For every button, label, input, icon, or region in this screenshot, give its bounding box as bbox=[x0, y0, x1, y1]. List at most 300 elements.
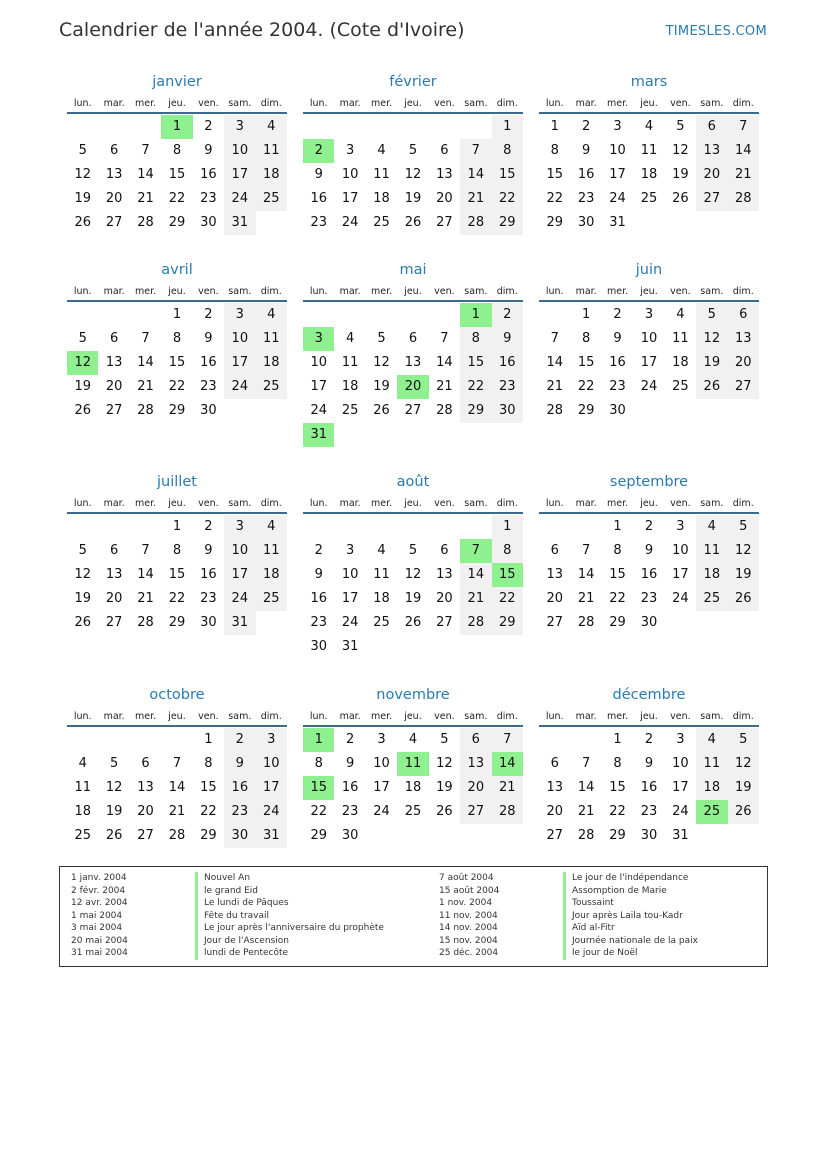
month-name: août bbox=[396, 474, 430, 490]
day-cell: 8 bbox=[460, 327, 491, 351]
day-cell: 30 bbox=[341, 828, 359, 843]
day-cell: 2 bbox=[492, 303, 523, 327]
holiday-name: Aïd al-Fitr bbox=[563, 922, 615, 935]
empty-cell bbox=[161, 728, 192, 752]
day-cell: 10 bbox=[224, 139, 255, 163]
day-cell: 18 bbox=[696, 563, 727, 587]
day-cell: 4 bbox=[644, 119, 654, 134]
weekday-label: sam. bbox=[700, 286, 724, 297]
holiday-date: 1 janv. 2004 bbox=[71, 873, 127, 883]
weekday-label: jeu. bbox=[404, 498, 422, 509]
day-cell: 15 bbox=[168, 567, 186, 582]
day-cell: 5 bbox=[109, 756, 119, 771]
day-cell: 10 bbox=[310, 355, 327, 370]
day-cell: 27 bbox=[105, 403, 123, 418]
day-cell: 23 bbox=[224, 800, 255, 824]
day-cell: 18 bbox=[404, 780, 422, 795]
holiday-date: 15 août 2004 bbox=[439, 885, 500, 896]
day-cell: 30 bbox=[640, 615, 658, 630]
day-cell: 11 bbox=[672, 331, 689, 346]
day-cell: 14 bbox=[577, 567, 595, 582]
day-cell: 23 bbox=[640, 591, 658, 606]
day-cell: 23 bbox=[200, 379, 217, 394]
day-grid bbox=[539, 303, 759, 423]
weekday-label: sam. bbox=[464, 98, 488, 109]
weekday-label: dim. bbox=[732, 98, 754, 109]
weekday-label: jeu. bbox=[640, 498, 658, 509]
day-cell: 20 bbox=[728, 351, 759, 375]
day-cell: 25 bbox=[74, 828, 91, 843]
month-name: septembre bbox=[609, 474, 689, 490]
day-cell: 1 bbox=[172, 519, 182, 534]
day-cell: 21 bbox=[492, 776, 523, 800]
empty-cell bbox=[130, 115, 161, 139]
holiday-day-cell: 1 bbox=[460, 303, 491, 327]
day-cell: 3 bbox=[345, 143, 355, 158]
day-cell: 18 bbox=[672, 355, 689, 370]
day-cell: 29 bbox=[546, 215, 563, 230]
empty-cell bbox=[67, 303, 98, 327]
weekday-label: mar. bbox=[339, 286, 361, 297]
weekday-label: mer. bbox=[606, 286, 629, 297]
month-6 bbox=[67, 472, 287, 635]
day-grid bbox=[67, 515, 287, 635]
empty-cell bbox=[397, 303, 428, 327]
day-cell: 26 bbox=[105, 828, 123, 843]
holiday-name: le jour de Noël bbox=[563, 947, 638, 960]
day-cell: 20 bbox=[546, 591, 563, 606]
day-cell: 24 bbox=[224, 375, 255, 399]
day-cell: 27 bbox=[546, 615, 563, 630]
weekday-label: jeu. bbox=[404, 286, 422, 297]
empty-cell bbox=[429, 303, 460, 327]
weekday-label: dim. bbox=[260, 498, 282, 509]
holiday-day-cell: 7 bbox=[460, 539, 491, 563]
day-cell: 7 bbox=[141, 543, 150, 558]
day-cell: 6 bbox=[109, 331, 119, 346]
empty-cell bbox=[429, 515, 460, 539]
day-cell: 26 bbox=[404, 615, 422, 630]
day-cell: 6 bbox=[109, 143, 119, 158]
weekday-header bbox=[539, 95, 759, 114]
holiday-name: Le jour de l'indépendance bbox=[563, 872, 688, 885]
day-cell: 10 bbox=[224, 539, 255, 563]
holiday-date: 20 mai 2004 bbox=[71, 935, 128, 946]
day-cell: 8 bbox=[550, 143, 559, 158]
empty-cell bbox=[98, 515, 129, 539]
day-cell: 23 bbox=[640, 804, 658, 819]
day-cell: 9 bbox=[644, 543, 654, 558]
day-cell: 8 bbox=[172, 143, 182, 158]
day-cell: 5 bbox=[408, 543, 418, 558]
day-cell: 28 bbox=[460, 211, 491, 235]
day-cell: 31 bbox=[672, 828, 689, 843]
day-cell: 22 bbox=[310, 804, 327, 819]
holiday-name: le grand Eid bbox=[195, 885, 258, 898]
day-cell: 10 bbox=[609, 143, 626, 158]
empty-cell bbox=[303, 115, 334, 139]
day-cell: 6 bbox=[460, 728, 491, 752]
holiday-day-cell: 3 bbox=[303, 327, 334, 351]
weekday-label: sam. bbox=[464, 711, 488, 722]
day-cell: 19 bbox=[404, 591, 422, 606]
weekday-label: mer. bbox=[134, 286, 157, 297]
day-cell: 26 bbox=[74, 615, 91, 630]
weekday-label: ven. bbox=[434, 711, 455, 722]
day-cell: 24 bbox=[310, 403, 327, 418]
month-name: décembre bbox=[612, 687, 686, 703]
weekday-header bbox=[303, 283, 523, 302]
day-cell: 9 bbox=[345, 756, 355, 771]
day-cell: 5 bbox=[78, 143, 87, 158]
day-cell: 7 bbox=[141, 331, 150, 346]
weekday-label: lun. bbox=[73, 98, 92, 109]
weekday-label: ven. bbox=[670, 711, 691, 722]
day-cell: 15 bbox=[609, 567, 626, 582]
day-cell: 28 bbox=[460, 611, 491, 635]
day-cell: 11 bbox=[696, 752, 727, 776]
day-cell: 13 bbox=[546, 567, 563, 582]
empty-cell bbox=[130, 728, 161, 752]
day-cell: 18 bbox=[640, 167, 658, 182]
day-cell: 12 bbox=[696, 327, 727, 351]
day-cell: 21 bbox=[137, 591, 154, 606]
day-grid bbox=[303, 728, 523, 848]
day-cell: 22 bbox=[460, 375, 491, 399]
day-cell: 23 bbox=[200, 191, 217, 206]
holiday-date: 15 nov. 2004 bbox=[439, 935, 498, 946]
day-cell: 7 bbox=[141, 143, 150, 158]
day-grid bbox=[67, 728, 287, 848]
holiday-day-cell: 2 bbox=[303, 139, 334, 163]
weekday-label: sam. bbox=[464, 498, 488, 509]
holiday-day-cell: 15 bbox=[492, 563, 523, 587]
day-cell: 27 bbox=[546, 828, 563, 843]
day-cell: 29 bbox=[168, 403, 186, 418]
day-cell: 13 bbox=[436, 167, 453, 182]
day-cell: 10 bbox=[640, 331, 658, 346]
day-cell: 18 bbox=[74, 804, 91, 819]
day-cell: 18 bbox=[256, 351, 287, 375]
weekday-label: ven. bbox=[198, 711, 219, 722]
weekday-label: lun. bbox=[545, 711, 564, 722]
weekday-label: mar. bbox=[339, 98, 361, 109]
weekday-label: lun. bbox=[73, 286, 92, 297]
weekday-label: lun. bbox=[309, 498, 328, 509]
day-cell: 19 bbox=[105, 804, 123, 819]
day-cell: 4 bbox=[256, 115, 287, 139]
day-cell: 21 bbox=[168, 804, 186, 819]
day-cell: 3 bbox=[224, 303, 255, 327]
holiday-day-cell: 25 bbox=[696, 800, 727, 824]
day-cell: 25 bbox=[256, 375, 287, 399]
day-cell: 17 bbox=[224, 351, 255, 375]
day-cell: 6 bbox=[696, 115, 727, 139]
day-cell: 16 bbox=[577, 167, 595, 182]
holiday-day-cell: 14 bbox=[492, 752, 523, 776]
day-cell: 17 bbox=[373, 780, 390, 795]
day-cell: 26 bbox=[373, 403, 390, 418]
day-cell: 1 bbox=[613, 732, 622, 747]
day-cell: 30 bbox=[310, 639, 327, 654]
day-cell: 11 bbox=[373, 167, 390, 182]
month-8 bbox=[539, 472, 759, 635]
day-cell: 16 bbox=[310, 591, 327, 606]
empty-cell bbox=[429, 115, 460, 139]
holiday-date: 12 avr. 2004 bbox=[71, 898, 128, 908]
month-name: mai bbox=[399, 262, 427, 278]
day-cell: 25 bbox=[640, 191, 658, 206]
weekday-label: jeu. bbox=[404, 98, 422, 109]
day-cell: 11 bbox=[696, 539, 727, 563]
day-cell: 9 bbox=[613, 331, 622, 346]
empty-cell bbox=[334, 115, 365, 139]
holiday-name: Jour après Laila tou-Kadr bbox=[563, 910, 683, 923]
weekday-header bbox=[67, 283, 287, 302]
day-cell: 12 bbox=[373, 355, 390, 370]
weekday-label: mar. bbox=[103, 98, 125, 109]
day-cell: 19 bbox=[672, 167, 689, 182]
day-cell: 2 bbox=[345, 732, 355, 747]
holiday-day-cell: 1 bbox=[303, 728, 334, 752]
day-grid bbox=[303, 115, 523, 235]
day-cell: 14 bbox=[546, 355, 563, 370]
day-cell: 12 bbox=[436, 756, 453, 771]
day-cell: 28 bbox=[137, 615, 154, 630]
day-cell: 7 bbox=[550, 331, 559, 346]
day-cell: 22 bbox=[492, 187, 523, 211]
month-name: novembre bbox=[376, 687, 450, 703]
day-cell: 16 bbox=[310, 191, 327, 206]
day-cell: 25 bbox=[256, 187, 287, 211]
weekday-label: dim. bbox=[496, 498, 518, 509]
weekday-label: jeu. bbox=[404, 711, 422, 722]
weekday-label: mer. bbox=[370, 711, 393, 722]
day-cell: 18 bbox=[696, 776, 727, 800]
day-cell: 3 bbox=[676, 519, 685, 534]
day-cell: 19 bbox=[404, 191, 422, 206]
day-cell: 21 bbox=[460, 587, 491, 611]
day-cell: 29 bbox=[492, 211, 523, 235]
day-cell: 29 bbox=[168, 615, 186, 630]
day-cell: 6 bbox=[728, 303, 759, 327]
day-cell: 1 bbox=[581, 307, 591, 322]
day-cell: 25 bbox=[696, 587, 727, 611]
day-cell: 21 bbox=[546, 379, 563, 394]
holiday-date: 1 mai 2004 bbox=[71, 910, 123, 921]
weekday-label: ven. bbox=[198, 498, 219, 509]
weekday-label: lun. bbox=[545, 98, 564, 109]
holiday-list bbox=[59, 866, 768, 967]
month-name: juillet bbox=[157, 474, 197, 490]
weekday-header bbox=[539, 495, 759, 514]
weekday-label: dim. bbox=[496, 711, 518, 722]
day-cell: 19 bbox=[74, 379, 91, 394]
day-cell: 22 bbox=[577, 379, 595, 394]
day-cell: 24 bbox=[640, 379, 658, 394]
day-cell: 31 bbox=[224, 211, 255, 235]
day-cell: 4 bbox=[696, 728, 727, 752]
weekday-label: mar. bbox=[575, 498, 597, 509]
day-cell: 14 bbox=[137, 567, 154, 582]
day-cell: 22 bbox=[168, 379, 186, 394]
day-cell: 29 bbox=[168, 215, 186, 230]
day-grid bbox=[67, 303, 287, 423]
weekday-label: mar. bbox=[339, 711, 361, 722]
day-cell: 18 bbox=[256, 163, 287, 187]
day-cell: 4 bbox=[696, 515, 727, 539]
day-cell: 8 bbox=[613, 756, 622, 771]
empty-cell bbox=[98, 115, 129, 139]
day-cell: 7 bbox=[460, 139, 491, 163]
day-grid bbox=[303, 303, 523, 447]
day-cell: 14 bbox=[137, 167, 154, 182]
day-cell: 23 bbox=[577, 191, 595, 206]
day-cell: 12 bbox=[728, 752, 759, 776]
day-cell: 16 bbox=[200, 567, 217, 582]
day-cell: 17 bbox=[672, 780, 689, 795]
day-cell: 3 bbox=[676, 732, 685, 747]
month-name: avril bbox=[161, 262, 193, 278]
day-cell: 20 bbox=[436, 591, 453, 606]
empty-cell bbox=[98, 303, 129, 327]
day-cell: 6 bbox=[440, 143, 449, 158]
weekday-label: jeu. bbox=[168, 711, 186, 722]
weekday-label: mer. bbox=[370, 98, 393, 109]
day-cell: 10 bbox=[224, 327, 255, 351]
month-2 bbox=[539, 72, 759, 235]
weekday-label: lun. bbox=[73, 498, 92, 509]
weekday-label: sam. bbox=[700, 711, 724, 722]
day-cell: 13 bbox=[436, 567, 453, 582]
day-cell: 29 bbox=[200, 828, 217, 843]
empty-cell bbox=[130, 303, 161, 327]
weekday-label: mer. bbox=[134, 711, 157, 722]
day-cell: 13 bbox=[546, 780, 563, 795]
day-cell: 7 bbox=[440, 331, 449, 346]
day-cell: 21 bbox=[137, 191, 154, 206]
day-cell: 16 bbox=[640, 780, 658, 795]
empty-cell bbox=[460, 115, 491, 139]
day-cell: 16 bbox=[224, 776, 255, 800]
weekday-label: jeu. bbox=[168, 498, 186, 509]
day-cell: 2 bbox=[204, 519, 213, 534]
holiday-day-cell: 1 bbox=[161, 115, 192, 139]
month-name: février bbox=[389, 74, 437, 90]
day-cell: 12 bbox=[728, 539, 759, 563]
holiday-name: Le jour après l'anniversaire du prophète bbox=[195, 922, 384, 935]
day-cell: 11 bbox=[74, 780, 91, 795]
day-cell: 8 bbox=[172, 543, 182, 558]
day-cell: 11 bbox=[640, 143, 658, 158]
day-cell: 31 bbox=[256, 824, 287, 848]
day-cell: 2 bbox=[644, 732, 654, 747]
day-cell: 2 bbox=[581, 119, 591, 134]
day-cell: 16 bbox=[341, 780, 359, 795]
day-cell: 27 bbox=[460, 800, 491, 824]
day-cell: 7 bbox=[581, 543, 591, 558]
day-cell: 12 bbox=[74, 167, 91, 182]
day-cell: 25 bbox=[341, 403, 359, 418]
day-grid bbox=[539, 515, 759, 635]
day-cell: 28 bbox=[492, 800, 523, 824]
weekday-label: dim. bbox=[496, 98, 518, 109]
day-cell: 13 bbox=[404, 355, 422, 370]
day-cell: 24 bbox=[341, 215, 359, 230]
day-cell: 9 bbox=[581, 143, 591, 158]
day-cell: 7 bbox=[172, 756, 182, 771]
day-cell: 15 bbox=[492, 163, 523, 187]
day-cell: 11 bbox=[256, 327, 287, 351]
day-cell: 19 bbox=[74, 591, 91, 606]
weekday-label: sam. bbox=[700, 98, 724, 109]
weekday-header bbox=[67, 95, 287, 114]
day-cell: 15 bbox=[168, 355, 186, 370]
day-cell: 26 bbox=[74, 215, 91, 230]
day-cell: 16 bbox=[492, 351, 523, 375]
day-cell: 30 bbox=[200, 215, 217, 230]
day-cell: 17 bbox=[341, 591, 359, 606]
day-cell: 22 bbox=[492, 587, 523, 611]
empty-cell bbox=[570, 728, 601, 752]
day-cell: 27 bbox=[436, 615, 453, 630]
empty-cell bbox=[539, 303, 570, 327]
weekday-label: sam. bbox=[228, 286, 252, 297]
holiday-day-cell: 11 bbox=[397, 752, 428, 776]
day-cell: 15 bbox=[609, 780, 626, 795]
weekday-label: lun. bbox=[545, 498, 564, 509]
day-cell: 29 bbox=[609, 615, 626, 630]
holiday-name: lundi de Pentecôte bbox=[195, 947, 288, 960]
day-cell: 12 bbox=[672, 143, 689, 158]
day-cell: 22 bbox=[200, 804, 217, 819]
empty-cell bbox=[130, 515, 161, 539]
empty-cell bbox=[334, 303, 365, 327]
day-cell: 25 bbox=[672, 379, 689, 394]
day-cell: 13 bbox=[728, 327, 759, 351]
day-grid bbox=[303, 515, 523, 659]
day-cell: 6 bbox=[550, 543, 559, 558]
day-cell: 11 bbox=[256, 139, 287, 163]
day-cell: 28 bbox=[137, 215, 154, 230]
weekday-label: mar. bbox=[575, 711, 597, 722]
holiday-day-cell: 12 bbox=[67, 351, 98, 375]
weekday-label: lun. bbox=[73, 711, 92, 722]
empty-cell bbox=[366, 303, 397, 327]
day-cell: 9 bbox=[492, 327, 523, 351]
weekday-label: ven. bbox=[670, 98, 691, 109]
day-cell: 30 bbox=[224, 824, 255, 848]
day-cell: 1 bbox=[613, 519, 622, 534]
day-cell: 8 bbox=[172, 331, 182, 346]
weekday-label: mer. bbox=[370, 286, 393, 297]
weekday-label: lun. bbox=[309, 711, 328, 722]
holiday-name: Toussaint bbox=[563, 897, 614, 910]
day-cell: 8 bbox=[492, 539, 523, 563]
day-cell: 26 bbox=[728, 800, 759, 824]
month-7 bbox=[303, 472, 523, 659]
day-cell: 31 bbox=[224, 611, 255, 635]
day-cell: 30 bbox=[640, 828, 658, 843]
day-cell: 24 bbox=[224, 187, 255, 211]
day-cell: 12 bbox=[74, 567, 91, 582]
site-link[interactable]: TIMESLES.COM bbox=[665, 24, 767, 39]
holiday-name: Le lundi de Pâques bbox=[195, 897, 289, 910]
day-cell: 19 bbox=[696, 351, 727, 375]
day-cell: 3 bbox=[224, 515, 255, 539]
day-cell: 26 bbox=[436, 804, 453, 819]
day-cell: 25 bbox=[373, 215, 390, 230]
